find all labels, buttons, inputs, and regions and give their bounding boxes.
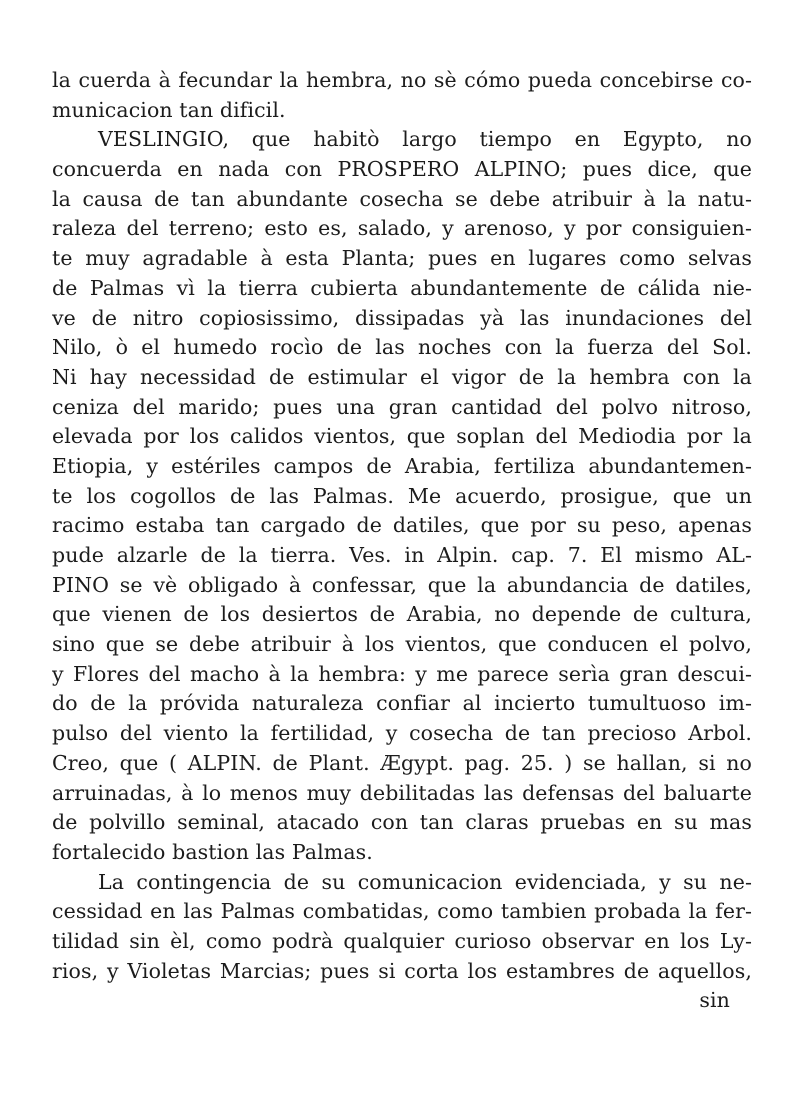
- text-line: Nilo, ò el humedo rocìo de las noches con la fuerza del Sol.: [52, 335, 752, 360]
- text-line: municacion tan dificil.: [52, 97, 286, 122]
- text-line: la cuerda à fecundar la hembra, no sè cómo pueda concebirse co-: [52, 68, 752, 92]
- text-line: y Flores del macho à la hembra: y me parece serìa gran descui-: [52, 661, 752, 686]
- text-line: que vienen de los desiertos de Arabia, no depende de cultura,: [52, 602, 752, 627]
- text-line: La contingencia de su comunicacion evidenciada, y su ne-: [98, 869, 752, 894]
- text-line: ceniza del marido; pues una gran cantidad del polvo nitroso,: [52, 394, 752, 419]
- text-line: Etiopia, y estériles campos de Arabia, fertiliza abundantemen-: [52, 453, 752, 478]
- text-line: ve de nitro copiosissimo, dissipadas yà las inundaciones del: [52, 305, 752, 330]
- text-line: de Palmas vì la tierra cubierta abundantemente de cálida nie-: [52, 275, 752, 300]
- text-line: sino que se debe atribuir à los vientos, que conducen el polvo,: [52, 632, 752, 657]
- text-line: do de la próvida naturaleza confiar al incierto tumultuoso im-: [52, 691, 752, 716]
- text-line: te los cogollos de las Palmas. Me acuerdo, prosigue, que un: [52, 483, 752, 508]
- text-line: pulso del viento la fertilidad, y cosecha de tan precioso Arbol.: [52, 721, 752, 746]
- text-line: sin: [699, 988, 730, 1013]
- text-line: pude alzarle de la tierra. Ves. in Alpin. cap. 7. El mismo AL-: [52, 543, 752, 567]
- text-line: PINO se vè obligado à confessar, que la abundancia de datiles,: [52, 572, 752, 597]
- text-line: VESLINGIO, que habitò largo tiempo en Egypto, no: [98, 127, 752, 152]
- text-line: arruinadas, à lo menos muy debilitadas las defensas del baluarte: [52, 780, 752, 805]
- text-line: de polvillo seminal, atacado con tan claras pruebas en su mas: [52, 810, 752, 835]
- text-line: la causa de tan abundante cosecha se debe atribuir à la natu-: [52, 186, 752, 211]
- text-line: tilidad sin èl, como podrà qualquier curioso observar en los Ly-: [52, 928, 752, 953]
- text-line: Ni hay necessidad de estimular el vigor de la hembra con la: [52, 364, 752, 389]
- text-line: raleza del terreno; esto es, salado, y arenoso, y por consiguien-: [52, 216, 752, 241]
- text-line: concuerda en nada con PROSPERO ALPINO; pues dice, que: [52, 157, 752, 182]
- body-text: [52, 66, 752, 1016]
- text-line: te muy agradable à esta Planta; pues en lugares como selvas: [52, 246, 752, 271]
- text-line: cessidad en las Palmas combatidas, como tambien probada la fer-: [52, 899, 752, 924]
- text-line: fortalecido bastion las Palmas.: [52, 839, 373, 864]
- text-line: rios, y Violetas Marcias; pues si corta los estambres de aquellos,: [52, 958, 752, 983]
- text-line: elevada por los calidos vientos, que soplan del Mediodia por la: [52, 424, 752, 449]
- text-line: racimo estaba tan cargado de datiles, que por su peso, apenas: [52, 513, 752, 538]
- text-line: Creo, que ( ALPIN. de Plant. Ægypt. pag. 25. ) se hallan, si no: [52, 750, 752, 775]
